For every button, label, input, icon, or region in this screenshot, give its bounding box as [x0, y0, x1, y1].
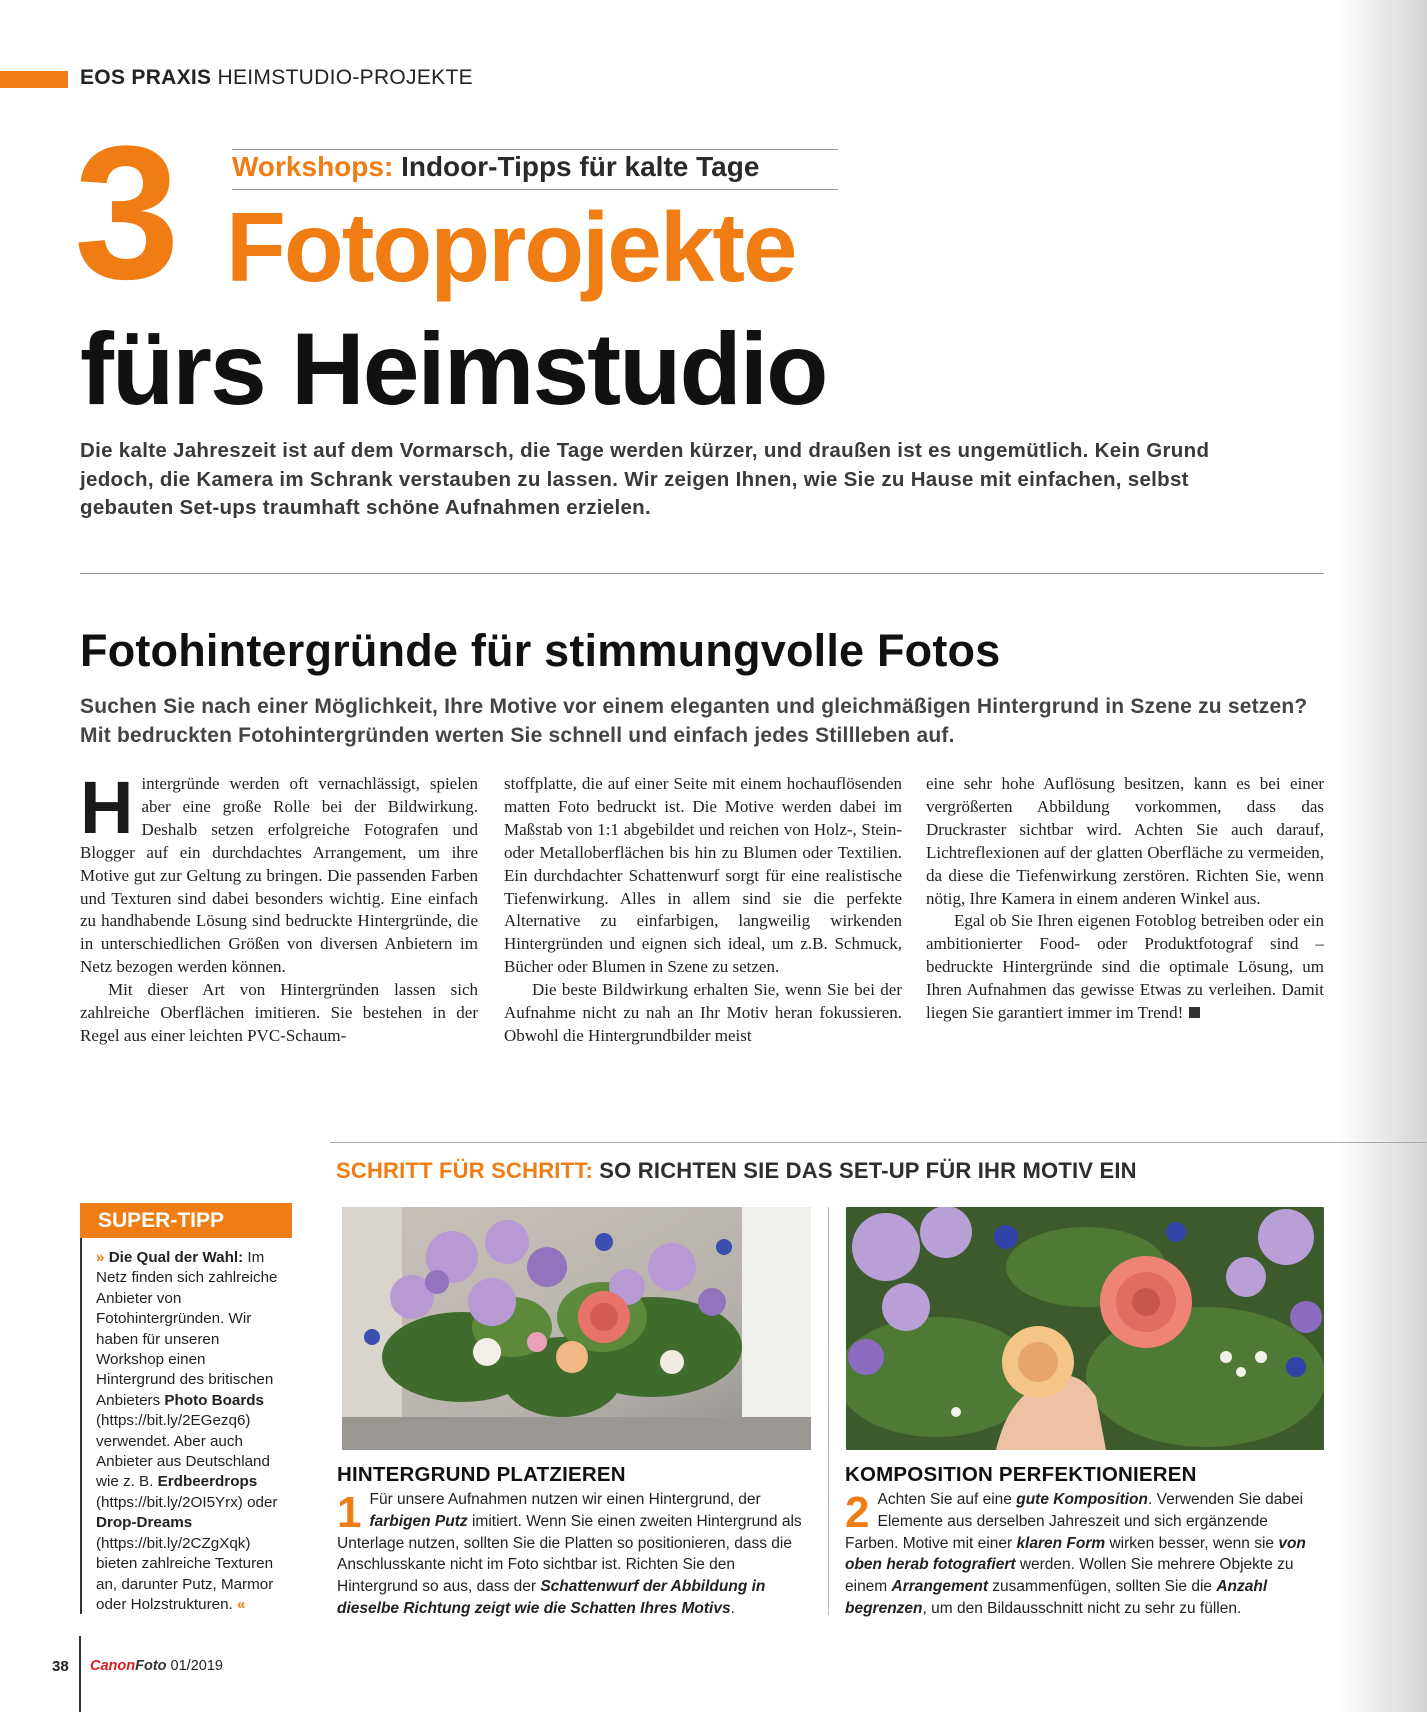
magazine-info	[90, 1658, 223, 1674]
tip-text: (https://bit.ly/2CZgXqk) bieten zahlreiche Texturen an, darunter Putz, Marmor oder Holzstrukturen.	[96, 1534, 274, 1613]
close-arrow-icon: «	[236, 1595, 246, 1613]
tip-provider: Photo Boards	[164, 1391, 264, 1409]
body-paragraph	[80, 766, 478, 979]
step2-text	[845, 1489, 1323, 1620]
kicker-text: Indoor-Tipps für kalte Tage	[401, 151, 760, 182]
open-arrow-icon: »	[96, 1249, 105, 1266]
header-section: EOS PRAXIS	[80, 66, 212, 89]
page-number: 38	[52, 1658, 69, 1675]
tip-provider: Drop-Dreams	[96, 1514, 193, 1532]
intro-paragraph: Die kalte Jahreszeit ist auf dem Vormarsch, die Tage werden kürzer, und draußen ist es ungemütlich. Kein Grund jedoch, die Kamera im Schrank verstauben zu lassen. Wir zeigen Ihnen, wie Sie zu Hause mit einfachen, selbst gebauten Set-ups traumhaft schöne Aufnahmen erzielen.	[80, 439, 1210, 519]
step-text: . Verwenden Sie dabei Elemente aus derselben Jahreszeit und sich ergänzende Farben. Motive mit einer	[845, 1491, 1304, 1552]
steps-column-divider	[828, 1207, 829, 1615]
step-emphasis: farbigen Putz	[369, 1512, 468, 1530]
running-header	[80, 66, 473, 90]
header-accent-bar	[0, 71, 68, 88]
body-paragraph	[926, 910, 1324, 1025]
step-text: Achten Sie auf eine	[877, 1491, 1017, 1508]
headline-title-line1: Fotoprojekte	[226, 192, 796, 302]
kicker-rule-top	[232, 149, 838, 150]
headline-number: 3	[74, 107, 174, 319]
step1-text	[337, 1489, 807, 1620]
tip-lead: Die Qual der Wahl:	[108, 1249, 244, 1266]
tip-text: Im Netz finden sich zahlreiche Anbieter von Fotohintergründen. Wir haben für unseren Workshop einen Hintergrund des britischen Anbieters	[96, 1249, 278, 1409]
step-emphasis: klaren Form	[1016, 1534, 1106, 1552]
body-text: intergründe werden oft vernachlässigt, spielen aber eine große Rolle bei der Bildwirkung. Deshalb setzen erfolgreiche Fotografen und Blogger auf ein durchdachtes Arrangement, um ihre Motive gut zur Geltung zu bringen. Die passenden Farben und Texturen sind dabei besonders wichtig. Eine einfach zu handhabende Lösung sind bedruckte Hintergründe, die in unterschiedlichen Größen von diversen Anbietern im Netz bezogen werden können.	[80, 774, 478, 977]
step-text: zusammenfügen, sollten Sie die	[988, 1578, 1217, 1596]
end-mark-icon	[1189, 1007, 1200, 1018]
steps-rule	[330, 1142, 1427, 1143]
body-text: Egal ob Sie Ihren eigenen Fotoblog betreiben oder ein ambitionierter Food- oder Produktfotograf sind – bedruckte Hintergründe sind die optimale Lösung, um Ihren Aufnahmen das gewisse Etwas zu verleihen. Damit liegen Sie garantiert immer im Trend!	[926, 911, 1324, 1023]
header-subsection: HEIMSTUDIO-PROJEKTE	[217, 66, 473, 89]
steps-heading-text: SO RICHTEN SIE DAS SET-UP FÜR IHR MOTIV EIN	[599, 1158, 1137, 1183]
step1-number: 1	[337, 1488, 362, 1537]
magazine-brand-foto: Foto	[135, 1658, 167, 1674]
section-divider	[80, 573, 1324, 574]
step1-title: HINTERGRUND PLATZIEREN	[337, 1463, 626, 1486]
step-text: , um den Bildausschnitt nicht zu sehr zu füllen.	[922, 1599, 1242, 1617]
step-emphasis: Schattenwurf der Abbildung in dieselbe Richtung zeigt wie die Schatten Ihres Motivs	[337, 1578, 766, 1617]
page-gutter-shadow	[1337, 0, 1427, 1712]
step-text: werden. Wollen Sie mehrere Objekte zu einem	[845, 1556, 1294, 1596]
step-emphasis: Arrangement	[891, 1578, 988, 1596]
step2-number: 2	[845, 1488, 870, 1537]
magazine-issue: 01/2019	[170, 1658, 223, 1674]
super-tipp-text	[96, 1248, 286, 1615]
step-text: .	[730, 1599, 735, 1617]
body-column-2	[504, 773, 902, 1048]
footer-rule	[79, 1636, 81, 1712]
body-column-1	[80, 766, 478, 1048]
steps-heading-label: SCHRITT FÜR SCHRITT:	[336, 1158, 593, 1183]
steps-heading	[336, 1158, 1137, 1184]
headline-kicker	[232, 153, 759, 181]
headline-title-line2: fürs Heimstudio	[80, 312, 827, 426]
step2-title: KOMPOSITION PERFEKTIONIEREN	[845, 1463, 1197, 1486]
step-text: imitiert. Wenn Sie einen zweiten Hintergrund als Unterlage nutzen, sollten Sie die Platten so positionieren, dass die Anschlusskante nicht im Foto sichtbar ist. Richten Sie den Hintergrund so aus, dass der	[337, 1512, 802, 1596]
tip-text: (https://bit.ly/2OI5Yrx) oder	[96, 1493, 278, 1511]
section-lede: Suchen Sie nach einer Möglichkeit, Ihre Motive vor einem eleganten und gleichmäßigen Hintergrund in Szene zu setzen? Mit bedruckten Fotohintergründen werten Sie schnell und einfach jedes Stillleben auf.	[80, 695, 1308, 747]
body-paragraph: stoffplatte, die auf einer Seite mit einem hochauflösenden matten Foto bedruckt ist. Die Motive werden dabei im Maßstab von 1:1 abgebildet und reichen von Holz-, Stein- oder Metalloberflächen bis hin zu Blumen oder Textilien. Ein durchdachter Schattenwurf sorgt für eine realistische Tiefenwirkung. Alles in allem sind sie die perfekte Alternative zu einfarbigen, langweilig wirkenden Hintergründen und eignen sich ideal, um z.B. Schmuck, Bücher oder Blumen in Szene zu setzen.	[504, 774, 902, 977]
step-text: Für unsere Aufnahmen nutzen wir einen Hintergrund, der	[369, 1491, 761, 1508]
step-text: wirken besser, wenn sie	[1105, 1534, 1279, 1552]
step2-photo	[846, 1207, 1324, 1450]
super-tipp-header: SUPER-TIPP	[80, 1203, 292, 1238]
drop-cap: H	[80, 766, 134, 849]
body-paragraph: eine sehr hohe Auflösung besitzen, kann es bei einer vergrößerten Abbildung vorkommen, dass das Druckraster sichtbar wird. Achten Sie auch darauf, Lichtreflexionen auf der glatten Oberfläche zu vermeiden, da diese die Tiefenwirkung zerstören. Richten Sie, wenn nötig, Ihre Kamera in einem anderen Winkel aus.	[926, 774, 1324, 908]
body-paragraph: Mit dieser Art von Hintergründen lassen sich zahlreiche Oberflächen imitieren. Sie bestehen in der Regel aus einer leichten PVC-Schaum-	[80, 980, 478, 1045]
step1-photo	[342, 1207, 811, 1450]
body-paragraph: Die beste Bildwirkung erhalten Sie, wenn Sie bei der Aufnahme nicht zu nah an Ihr Motiv heran fokussieren. Obwohl die Hintergrundbilder meist	[504, 980, 902, 1045]
step-emphasis: Anzahl begrenzen	[845, 1578, 1268, 1617]
step-emphasis: von oben herab fotografiert	[845, 1534, 1306, 1574]
body-column-3	[926, 773, 1324, 1025]
kicker-rule-bottom	[232, 189, 838, 190]
tip-provider: Erdbeerdrops	[157, 1473, 258, 1491]
section-title: Fotohintergründe für stimmungvolle Fotos	[80, 625, 1001, 676]
magazine-brand-canon: Canon	[90, 1658, 136, 1674]
kicker-label: Workshops:	[232, 151, 394, 182]
tip-text: (https://bit.ly/2EGezq6) verwendet. Aber auch Anbieter aus Deutschland wie z. B.	[96, 1412, 270, 1491]
step-emphasis: gute Komposition	[1016, 1491, 1148, 1508]
